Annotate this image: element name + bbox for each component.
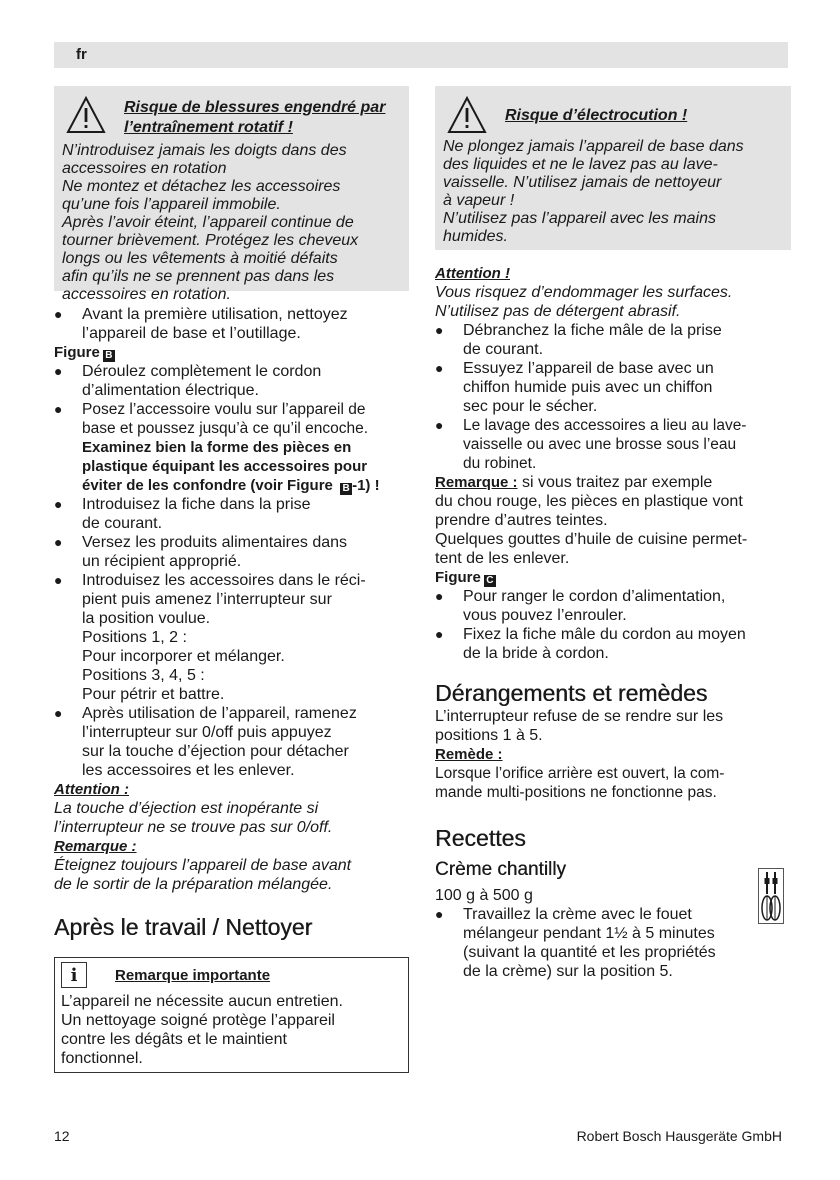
language-code: fr — [76, 46, 87, 63]
list-item: ● Avant la première utilisation, nettoyez l’appareil de base et l’outillage. — [54, 306, 348, 342]
remark-text: Éteignez toujours l’appareil de base avant de le sortir de la préparation mélangée. — [54, 857, 352, 893]
bullet-icon: ● — [54, 306, 63, 322]
list-item: ● Posez l’accessoire voulu sur l’appareil de base et poussez jusqu’à ce qu’il encoche. — [54, 401, 369, 437]
warning-triangle-icon — [66, 96, 106, 134]
bullet-icon: ● — [435, 906, 444, 922]
section-heading-recettes: Recettes — [435, 825, 526, 851]
warning-title: Risque de blessures engendré par l’entraînement rotatif ! — [124, 99, 386, 136]
bullet-icon: ● — [54, 401, 63, 417]
positions-text: Positions 1, 2 : Pour incorporer et mélanger. Positions 3, 4, 5 : Pour pétrir et battre. — [82, 629, 285, 703]
attention-text: Vous risquez d’endommager les surfaces. N’utilisez pas de détergent abrasif. — [435, 284, 733, 320]
warning-triangle-icon — [447, 96, 487, 134]
whisk-icon — [758, 868, 784, 924]
important-note-box — [54, 957, 409, 1073]
page-number: 12 — [54, 1128, 70, 1144]
info-icon: i — [61, 962, 87, 988]
bullet-icon: ● — [54, 705, 63, 721]
bullet-icon: ● — [54, 572, 63, 588]
section-heading-derangements: Dérangements et remèdes — [435, 680, 708, 706]
attention-text: La touche d’éjection est inopérante si l’interrupteur ne se trouve pas sur 0/off. — [54, 800, 333, 836]
note-title: Remarque importante — [115, 966, 271, 984]
note-text: L’appareil ne nécessite aucun entretien. Un nettoyage soigné protège l’appareil contre les dégâts et le maintient fonctionnel. — [61, 993, 343, 1067]
list-item: ● Versez les produits alimentaires dans un récipient approprié. — [54, 534, 348, 570]
right-column — [435, 86, 791, 981]
derangement-text: L’interrupteur refuse de se rendre sur les positions 1 à 5. — [435, 708, 724, 744]
attention-label: Attention ! — [435, 265, 510, 282]
bullet-icon: ● — [435, 588, 444, 604]
recipe-title: Crème chantilly — [435, 859, 566, 880]
recipe-quantity: 100 g à 500 g — [435, 887, 533, 904]
list-item: ● Introduisez la fiche dans la prise de courant. — [54, 496, 311, 532]
injury-warning-box — [54, 86, 409, 303]
remede-text: Lorsque l’orifice arrière est ouvert, la com- mande multi-positions ne fonctionne pas. — [435, 765, 725, 801]
left-column — [54, 86, 409, 1073]
warning-title: Risque d’électrocution ! — [505, 107, 688, 124]
figure-c-ref: Figure C — [435, 568, 791, 587]
bold-instruction: Examinez bien la forme des pièces en plastique équipant les accessoires pour éviter de les confondre (voir Figure B -1) ! — [82, 439, 380, 494]
list-item: ● Travaillez la crème avec le fouet mélangeur pendant 1½ à 5 minutes (suivant la quantité et les propriétés de la crème) sur la position 5. — [435, 906, 716, 980]
footer-company: Robert Bosch Hausgeräte GmbH — [576, 1128, 782, 1144]
bullet-icon: ● — [435, 322, 444, 338]
warning-text: N’introduisez jamais les doigts dans des accessoires en rotation Ne montez et détachez les accessoires qu’une fois l’appareil immobile. Après l’avoir éteint, l’appareil continue de tourner brièvement. Protégez les cheveux longs ou les vêtements à moitié défaits afin qu’ils ne se prennent pas dans les accessoires en rotation. — [62, 142, 359, 303]
list-item: ● Débranchez la fiche mâle de la prise de courant. — [435, 322, 722, 358]
list-item: ● Pour ranger le cordon d’alimentation, vous pouvez l’enrouler. — [435, 588, 726, 624]
bullet-icon: ● — [435, 626, 444, 642]
figure-b-ref: Figure B — [54, 343, 409, 362]
list-item: ● Le lavage des accessoires a lieu au lave- vaisselle ou avec une brosse sous l’eau du robinet. — [435, 417, 747, 472]
bullet-icon: ● — [54, 496, 63, 512]
bullet-icon: ● — [54, 363, 63, 379]
warning-text: Ne plongez jamais l’appareil de base dans des liquides et ne le lavez pas au lave- vaisselle. N’utilisez jamais de nettoyeur à vapeur ! N’utilisez pas l’appareil avec les mains humides. — [443, 138, 744, 245]
remede-label: Remède : — [435, 746, 503, 763]
bullet-icon: ● — [54, 534, 63, 550]
remark-paragraph: Remarque : si vous traitez par exemple du chou rouge, les pièces en plastique vont prendre d’autres teintes. Quelques gouttes d’huile de cuisine permet- tent de les enlever. — [435, 474, 748, 567]
list-item: ● Fixez la fiche mâle du cordon au moyen de la bride à cordon. — [435, 626, 746, 662]
section-heading-apres: Après le travail / Nettoyer — [54, 914, 313, 940]
list-item: ● Introduisez les accessoires dans le réci- pient puis amenez l’interrupteur sur la position voulue. — [54, 572, 366, 627]
list-item: ● Essuyez l’appareil de base avec un chiffon humide puis avec un chiffon sec pour le sécher. — [435, 360, 714, 415]
bullet-icon: ● — [435, 360, 444, 376]
language-header-bar — [54, 42, 788, 68]
remark-label: Remarque : — [54, 838, 137, 855]
bullet-icon: ● — [435, 417, 444, 433]
list-item: ● Après utilisation de l’appareil, ramenez l’interrupteur sur 0/off puis appuyez sur la touche d’éjection pour détacher les accessoires et les enlever. — [54, 705, 357, 779]
list-item: ● Déroulez complètement le cordon d’alimentation électrique. — [54, 363, 322, 399]
attention-label: Attention : — [54, 781, 129, 798]
electrocution-warning-box — [435, 86, 791, 250]
